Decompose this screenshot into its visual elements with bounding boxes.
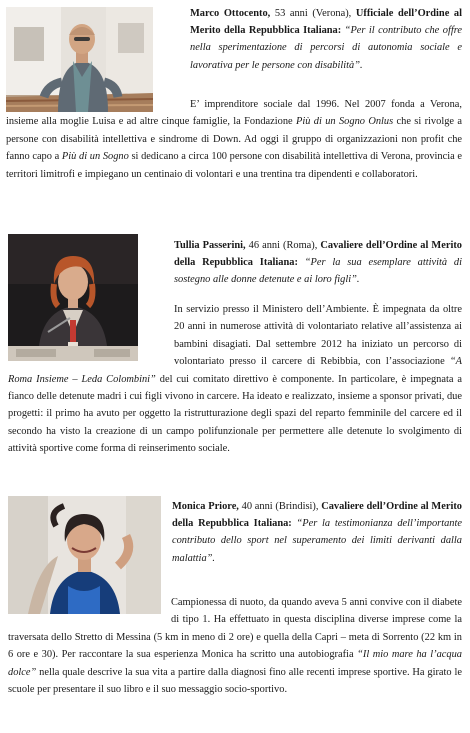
profile-2-association-name: “A Roma Insieme – Leda Colombini” — [8, 356, 462, 385]
profile-3-age-city: 40 anni (Brindisi), — [238, 501, 322, 512]
profile-1-age-city: 53 anni (Verona), — [270, 8, 356, 19]
profile-2-motivation: “Per la sua esemplare attività di sostegno alle donne detenute e ai loro figli”. — [174, 257, 462, 286]
profile-3-honor: Cavaliere dell’Ordine al Merito della Repubblica Italiana: — [172, 501, 462, 530]
profile-1-bio-text-b: che si rivolge a persone con disabilità intellettiva e sindrome di Down. Ad oggi il gruppo di organizzazioni non profit che fanno capo a — [6, 116, 462, 163]
profile-3-book-title: “Il mio mare ha l’acqua dolce” — [8, 649, 463, 678]
profile-2-name: Tullia Passerini, — [174, 240, 246, 251]
profile-1-bio-text-c: si dedicano a circa 100 persone con disabilità intellettiva di Verona, provincia e territori limitrofi e impiegano un centinaio di volontari e una trentina tra dipendenti e collaboratori. — [6, 151, 462, 180]
profile-3-motivation: “Per la testimonianza dell’importante contributo dello sport nel superamento dei limiti derivanti dalla malattia”. — [172, 518, 462, 564]
profile-1-bio-text-a: E’ imprenditore sociale dal 1996. Nel 2007 fonda a Verona, insieme alla moglie Luisa e ad altre cinque famiglie, la Fondazione — [6, 99, 462, 128]
profile-3-header — [172, 498, 462, 567]
profile-2-header — [174, 237, 462, 289]
profile-1-honor: Ufficiale dell’Ordine al Merito della Repubblica Italiana: — [190, 8, 462, 37]
profile-2-honor: Cavaliere dell’Ordine al Merito della Repubblica Italiana: — [174, 240, 462, 269]
profile-2-bio-text-a: In servizio presso il Ministero dell’Ambiente. È impegnata da oltre 20 anni in numerose attività di volontariato relative all’assistenza ai bambini disagiati. Dal settembre 2012 ha iniziato un percorso di volontariato presso il carcere di Rebibbia, con l’associazione — [174, 304, 462, 368]
profile-1-organization-name: Più di un Sogno — [61, 151, 129, 163]
profile-3-name: Monica Priore, — [172, 501, 239, 512]
profile-2-age-city: 46 anni (Roma), — [245, 240, 321, 251]
profile-2-bio-wrap — [8, 301, 462, 458]
profile-1-bio — [6, 96, 462, 183]
profile-1-motivation: “Per il contributo che offre nella sperimentazione di percorsi di autonomia sociale e lavorativa per le persone con disabilità”. — [190, 25, 462, 71]
profile-1-name: Marco Ottocento, — [190, 8, 271, 19]
profile-3-bio-text-b: nella quale descrive la sua vita a partire dalla diagnosi fino alle recenti imprese sportive. Ha girato le scuole per presentare il suo libro e il suo messaggio socio-sportivo. — [8, 666, 462, 696]
profile-1-foundation-name: Più di un Sogno Onlus — [296, 116, 394, 128]
profile-3-bio-wrap — [8, 594, 462, 698]
profile-1-header — [190, 5, 462, 74]
profile-2-bio-text-b: del cui comitato direttivo è componente. In particolare, è impegnata a fianco delle detenute madri i cui figli vivono in carcere. Ha ideato e realizzato, insieme a sponsor privati, due progetti: il primo ha avuto per oggetto la ristrutturazione degli spazi del reparto femminile del carcere ed il secondo ha visto la creazione di un campo polifunzionale per permettere alle detenute lo svolgimento di attività sportive come forma di reinserimento sociale. — [8, 373, 462, 455]
profile-3-bio-text-a: Campionessa di nuoto, da quando aveva 5 anni convive con il diabete di tipo 1. Ha effettuato in questa disciplina diverse imprese come la traversata dello Stretto di Messina (5 km in meno di 2 ore) e quella della Capri – meta di Sorrento (22 km in 6 ore e 30). Per raccontare la sua esperienza Monica ha scritto una autobiografia — [8, 597, 462, 661]
